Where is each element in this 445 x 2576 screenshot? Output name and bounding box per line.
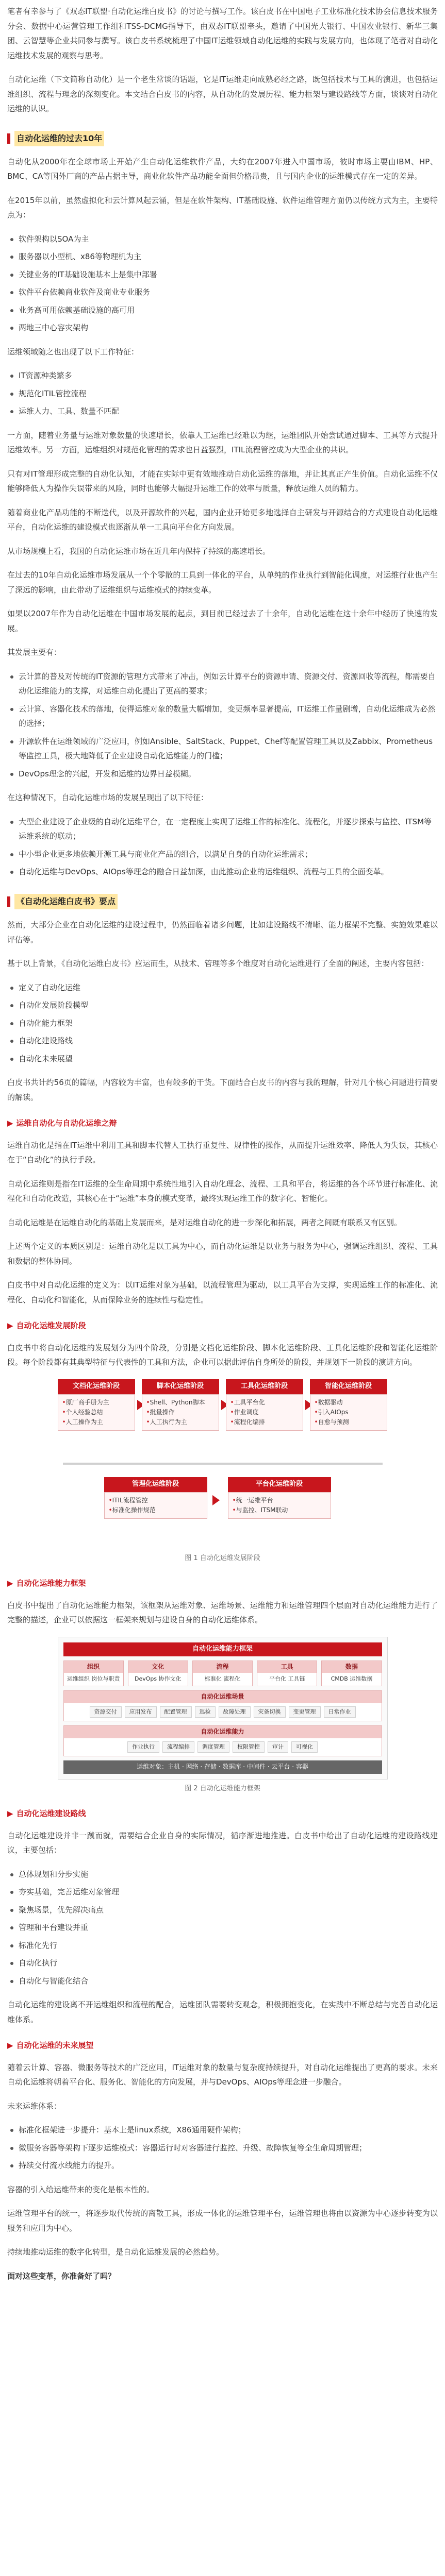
stage-title: 平台化运维阶段: [228, 1477, 331, 1492]
column-title: 工具: [257, 1661, 317, 1673]
subheading-text: 自动化运维建设路线: [16, 1809, 86, 1819]
stage-item: • 人工执行为主: [146, 1417, 215, 1427]
paragraph: 在2015年以前，虽然虚拟化和云计算风起云涌，但是在软件架构、IT基础设施、软件运维管理方面仍以传统方式为主，主要特点为：: [7, 195, 438, 220]
subheading-text: 自动化运维能力框架: [16, 1579, 86, 1588]
stage-title: 文档化运维阶段: [58, 1379, 135, 1394]
paragraph: 从市场规模上看，我国的自动化运维市场在近几年内保持了持续的高速增长。: [7, 546, 271, 556]
timeline-bar: [63, 1463, 383, 1465]
paragraph: 上述两个定义的本质区别是：运维自动化是以工具为中心，而自动化运维是以业务与服务为中心，强调运维组织、流程、工具和数据的整体协同。: [7, 1242, 438, 1266]
paragraph: 白皮书中将自动化运维的发展划分为四个阶段，分别是文档化运维阶段、脚本化运维阶段、工具化运维阶段和智能化运维阶段。每个阶段都有其典型特征与代表性的工具和方法，企业可以据此评估自身所处的阶段，并规划下一阶段的演进方向。: [7, 1343, 438, 1367]
paragraph: 运维自动化是指在IT运维中利用工具和脚本代替人工执行重复性、规律性的操作，从而提升运维效率、降低人为失误，其核心在于“自动化”的执行手段。: [7, 1140, 438, 1165]
stage-item: • 作业调度: [230, 1408, 299, 1417]
framework-columns: [63, 1660, 382, 1686]
scenario-chips: [64, 1703, 382, 1721]
section-marker-icon: [7, 133, 10, 144]
list-item: 服务器以小型机、x86等物理机为主: [7, 249, 438, 264]
paragraph: 自动化运维的建设离不开运维组织和流程的配合，运维团队需要转变观念，积极拥抱变化，在实践中不断总结与完善自动化运维体系。: [7, 2000, 438, 2024]
capability-chip: 调度管理: [197, 1741, 229, 1753]
capability-chip: 权限管控: [233, 1741, 265, 1753]
intro-paragraph: 笔者有幸参与了《双态IT联盟·自动化运维白皮书》的讨论与撰写工作。该白皮书在中国电子工业标准化技术协会信息技术服务分会、数据中心运营管理工作组和TSS-DCMG指导下，由双态IT联盟牵头，邀请了中国光大银行、中国农业银行、新华三集团、云智慧等企业共同参与撰写。该白皮书系统梳理了中国IT运维领域自动化运维的实践与发展方向，也体现了笔者对自动化运维技术发展的观察与思考。: [7, 7, 438, 60]
figure-caption: 图 2 自动化运维能力框架: [185, 1784, 260, 1792]
subheading-text: 自动化运维发展阶段: [16, 1321, 86, 1331]
list-item: 大型企业建设了企业级的自动化运维平台，在一定程度上实现了运维工作的标准化、流程化，并逐步探索与监控、ITSM等运维系统的联动；: [7, 815, 438, 844]
section-marker-icon: [7, 896, 10, 907]
framework-title: 自动化运维能力框架: [63, 1642, 382, 1656]
closing-question: 面对这些变革，你准备好了吗？: [7, 2271, 116, 2281]
list-item: 云计算的普及对传统的IT资源的管理方式带来了冲击，例如云计算平台的资源申请、资源交付、资源回收等流程，都需要自动化运维能力的支撑，对运维自动化提出了更高的要求；: [7, 669, 438, 699]
framework-column: [321, 1660, 382, 1686]
stage-title: 工具化运维阶段: [226, 1379, 303, 1394]
list-item: 微服务容器等架构下逐步运维模式：容器运行时对容器进行监控、升级、故障恢复等全生命周期管理；: [7, 2141, 438, 2156]
stage-item: • Shell、Python脚本: [146, 1398, 215, 1408]
arrow-right-icon: [212, 1495, 220, 1505]
paragraph: 自动化运维则是指在IT运维的全生命周期中系统性地引入自动化理念、流程、工具和平台，将运维的各个环节进行标准化、流程化和自动化改造，其核心在于“运维”本身的模式变革，最终实现运维工作的数字化、智能化。: [7, 1179, 438, 1204]
paragraph: 基于以上背景，《自动化运维白皮书》应运而生，从技术、管理等多个维度对自动化运维进行了全面的阐述，主要内容包括：: [7, 959, 429, 969]
stage-item: • 人工操作为主: [62, 1417, 130, 1427]
paragraph: 随着商业化产品功能的不断迭代，以及开源软件的兴起，国内企业开始更多地选择自主研发与开源结合的方式建设自动化运维平台，自动化运维的建设模式也逐渐从单一工具向平台化方向发展。: [7, 507, 438, 532]
list-item: DevOps理念的兴起，开发和运维的边界日益模糊。: [7, 767, 438, 782]
paragraph: 如果以2007年作为自动化运维在中国市场发展的起点，到目前已经过去了十余年，自动化运维在这十余年中经历了快速的发展。: [7, 609, 438, 633]
list-item: 自动化建设路线: [7, 1033, 438, 1048]
list-item: 持续交付流水线能力的提升。: [7, 2158, 438, 2173]
arrow-right-icon: ▶: [7, 1321, 13, 1331]
intro-paragraph: 自动化运维（下文简称自动化）是一个老生常谈的话题，它是IT运维走向成熟必经之路，既包括技术与工具的演进，也包括运维组织、流程与理念的深刻变化。本文结合白皮书的内容，从自动化的发展历程、能力框架与建设路线等方面，谈谈对自动化运维的认识。: [7, 75, 438, 113]
list-item: 中小型企业更多地依赖开源工具与商业化产品的组合，以满足自身的自动化运维需求；: [7, 847, 438, 862]
paragraph: 其发展主要有：: [7, 648, 62, 657]
capabilities-title: 自动化运维能力: [64, 1726, 382, 1738]
capability-chip: 审计: [268, 1741, 288, 1753]
stage-item: • ITIL流程管控: [109, 1496, 203, 1505]
stage-body: [58, 1394, 135, 1431]
list-item: 定义了自动化运维: [7, 980, 438, 995]
subheading-text: 自动化运维的未来展望: [16, 2041, 94, 2050]
subheading: [7, 1576, 438, 1591]
arrow-right-icon: ▶: [7, 1809, 13, 1819]
bullet-list: [7, 2123, 438, 2173]
list-item: 聚焦场景，优先解决痛点: [7, 1903, 438, 1918]
paragraph: 自动化从2000年在全球市场上开始产生自动化运维软件产品，大约在2007年进入中国市场，彼时市场主要由IBM、HP、BMC、CA等国外厂商的产品占据主导，商业化软件产品功能全面但价格昂贵，且与国内企业的运维模式存在一定的差异。: [7, 157, 438, 181]
list-item: 自动化未来展望: [7, 1052, 438, 1066]
list-item: 总体规划和分步实施: [7, 1867, 438, 1882]
paragraph: 运维管理平台的统一，将逐步取代传统的离散工具，形成一体化的运维管理平台，运维管理也将由以资源为中心逐步转变为以服务和应用为中心。: [7, 2209, 438, 2233]
paragraph: 自动化运维是在运维自动化的基础上发展而来，是对运维自动化的进一步深化和拓展，两者之间既有联系又有区别。: [7, 1217, 402, 1227]
list-item: 开源软件在运维领域的广泛应用，例如Ansible、SaltStack、Puppet、Chef等配置管理工具以及Zabbix、Prometheus等监控工具，极大地降低了企业建设自动化运维能力的门槛；: [7, 734, 438, 764]
stage-card: [228, 1477, 331, 1519]
list-item: 自动化运维与DevOps、AIOps等理念的融合日益加深，由此推动企业的运维组织、流程与工具的全面变革。: [7, 865, 438, 879]
scenario-chip: 日常作业: [324, 1706, 356, 1718]
bullet-list: [7, 980, 438, 1066]
paragraph: 随着云计算、容器、微服务等技术的广泛应用，IT运维对象的数量与复杂度持续提升，对自动化运维提出了更高的要求。未来自动化运维将朝着平台化、服务化、智能化的方向发展，并与DevOps、AIOps等理念进一步融合。: [7, 2062, 438, 2087]
scenario-chip: 配置管理: [160, 1706, 192, 1718]
capability-chip: 作业执行: [127, 1741, 159, 1753]
list-item: 标准化先行: [7, 1938, 438, 1953]
section-heading: [7, 131, 438, 146]
bullet-list: [7, 368, 438, 419]
subheading: [7, 2038, 438, 2053]
scenario-chip: 巡检: [195, 1706, 216, 1718]
column-title: 数据: [322, 1661, 381, 1673]
bullet-list: [7, 232, 438, 335]
scenario-chip: 资源交付: [90, 1706, 122, 1718]
paragraph: 白皮书共计约56页的篇幅，内容较为丰富，也有较多的干货。下面结合白皮书的内容与我的理解，针对几个核心问题进行简要的解读。: [7, 1078, 438, 1102]
column-body: 平台化 工具链: [269, 1675, 305, 1683]
list-item: 软件平台依赖商业软件及商业专业服务: [7, 285, 438, 300]
list-item: 两地三中心容灾架构: [7, 320, 438, 335]
list-item: 关键业务的IT基础设施基本上是集中部署: [7, 267, 438, 282]
framework-column: [63, 1660, 124, 1686]
list-item: 管理和平台建设并重: [7, 1920, 438, 1935]
column-body: CMDB 运维数据: [331, 1675, 373, 1683]
stages-diagram: [58, 1379, 388, 1549]
stage-item: • 工具平台化: [230, 1398, 299, 1408]
list-item: 自动化能力框架: [7, 1016, 438, 1031]
list-item: IT资源种类繁多: [7, 368, 438, 383]
stage-item: • 个人经验总结: [62, 1408, 130, 1417]
stage-body: [142, 1394, 219, 1431]
stage-item: • 流程化编排: [230, 1417, 299, 1427]
list-item: 业务高可用依赖基础设施的高可用: [7, 303, 438, 318]
framework-base: 运维对象：主机 · 网络 · 存储 · 数据库 · 中间件 · 云平台 · 容器: [63, 1760, 382, 1774]
figure-stages: [7, 1379, 438, 1549]
list-item: 云计算、容器化技术的落地，使得运维对象的数量大幅增加，变更频率显著提高，IT运维工作量剧增，自动化运维成为必然的选择；: [7, 702, 438, 731]
stage-item: • 自愈与预测: [315, 1417, 383, 1427]
framework-column: [257, 1660, 317, 1686]
paragraph: 未来运维体系：: [7, 2101, 62, 2111]
column-title: 组织: [64, 1661, 123, 1673]
column-body: 运维组织 岗位与职责: [67, 1675, 120, 1683]
subheading: [7, 1318, 438, 1333]
list-item: 自动化发展阶段模型: [7, 998, 438, 1013]
stage-title: 管理化运维阶段: [104, 1477, 207, 1492]
paragraph: 自动化运维建设并非一蹴而就，需要结合企业自身的实际情况，循序渐进地推进。白皮书中给出了自动化运维的建设路线建议，主要包括：: [7, 1831, 438, 1855]
stage-card: [104, 1477, 207, 1519]
subheading: [7, 1116, 438, 1131]
capability-chips: [64, 1738, 382, 1756]
framework-scenarios: [63, 1690, 382, 1721]
paragraph: 在过去的10年自动化运维市场发展从一个个零散的工具到一体化的平台，从单纯的作业执行到智能化调度，对运维行业也产生了深远的影响，由此带动了运维组织与运维模式的持续变革。: [7, 570, 438, 595]
stage-card: [58, 1379, 135, 1431]
stage-item: • 数据驱动: [315, 1398, 383, 1408]
paragraph: 白皮书中提出了自动化运维能力框架，该框架从运维对象、运维场景、运维能力和运维管理四个层面对自动化运维能力进行了完整的描述，企业可以依据这一框架来规划与建设自身的自动化运维体系。: [7, 1600, 438, 1625]
scenario-chip: 灾备切换: [254, 1706, 286, 1718]
scenarios-title: 自动化运维场景: [64, 1691, 382, 1703]
stage-title: 脚本化运维阶段: [142, 1379, 219, 1394]
section-title: 《自动化运维白皮书》要点: [14, 894, 118, 909]
paragraph: 白皮书中对自动化运维的定义为：以IT运维对象为基础，以流程管理为驱动，以工具平台为支撑，实现运维工作的标准化、流程化、自动化和智能化，从而保障业务的连续性与稳定性。: [7, 1280, 438, 1304]
paragraph: 运维领域随之也出现了以下工作特征：: [7, 347, 139, 357]
paragraph: 然而，大部分企业在自动化运维的建设过程中，仍然面临着诸多问题，比如建设路线不清晰、能力框架不完整、实施效果难以评估等。: [7, 920, 438, 944]
list-item: 运维人力、工具、数量不匹配: [7, 404, 438, 419]
list-item: 夯实基础，完善运维对象管理: [7, 1885, 438, 1900]
section-title: 自动化运维的过去10年: [14, 131, 104, 146]
section-heading: [7, 894, 438, 909]
stage-item: • 引入AIOps: [315, 1408, 383, 1417]
stage-item: • 批量操作: [146, 1408, 215, 1417]
list-item: 软件架构以SOA为主: [7, 232, 438, 247]
subheading: [7, 1806, 438, 1821]
list-item: 规范化ITIL管控流程: [7, 386, 438, 401]
subheading-text: 运维自动化与自动化运维之辩: [16, 1118, 117, 1128]
stage-body: [226, 1394, 303, 1431]
column-body: 标准化 流程化: [204, 1675, 241, 1683]
bullet-list: [7, 669, 438, 782]
arrow-right-icon: ▶: [7, 1118, 13, 1128]
stage-body: [228, 1492, 331, 1519]
column-body: DevOps 协作文化: [134, 1675, 182, 1683]
framework-capabilities: [63, 1725, 382, 1756]
stage-card: [226, 1379, 303, 1431]
bullet-list: [7, 1867, 438, 1989]
stage-body: [310, 1394, 387, 1431]
arrow-right-icon: ▶: [7, 2041, 13, 2050]
paragraph: 持续地推动运维的数字化转型，是自动化运维发展的必然趋势。: [7, 2247, 224, 2257]
paragraph: 在这种情况下，自动化运维市场的发展呈现出了以下特征：: [7, 793, 209, 803]
paragraph: 容器的引入给运维带来的变化是根本性的。: [7, 2184, 155, 2194]
paragraph: 只有对IT管理形成完整的自动化认知，才能在实际中更有效地推动自动化运维的落地，并让其真正产生价值。自动化运维不仅能够降低人为操作失误带来的风险，同时也能够大幅提升运维工作的效率与质量，释放运维人员的精力。: [7, 469, 438, 494]
stage-card: [310, 1379, 387, 1431]
list-item: 标准化框架进一步提升：基本上是linux系统，X86通用硬件架构；: [7, 2123, 438, 2138]
column-title: 流程: [193, 1661, 252, 1673]
stage-card: [142, 1379, 219, 1431]
paragraph: 一方面，随着业务量与运维对象数量的快速增长，依靠人工运维已经难以为继，运维团队开始尝试通过脚本、工具等方式提升运维效率。另一方面，运维组织对规范化管理的需求也日益强烈，ITIL流程管控成为大型企业的共识。: [7, 430, 438, 455]
list-item: 自动化与智能化结合: [7, 1974, 438, 1989]
scenario-chip: 变更管理: [289, 1706, 321, 1718]
stage-item: • 与监控、ITSM联动: [233, 1505, 326, 1515]
framework-column: [192, 1660, 253, 1686]
list-item: 自动化执行: [7, 1956, 438, 1971]
scenario-chip: 故障处理: [219, 1706, 251, 1718]
capability-chip: 可视化: [291, 1741, 318, 1753]
figure-framework: [7, 1637, 438, 1780]
stage-item: • 标准化操作规范: [109, 1505, 203, 1515]
arrow-right-icon: ▶: [7, 1579, 13, 1588]
bullet-list: [7, 815, 438, 879]
stage-body: [104, 1492, 207, 1519]
framework-column: [128, 1660, 188, 1686]
stage-item: • 统一运维平台: [233, 1496, 326, 1505]
stage-item: • 原厂商手册为主: [62, 1398, 130, 1408]
framework-diagram: [58, 1637, 388, 1780]
scenario-chip: 应用发布: [125, 1706, 157, 1718]
stage-title: 智能化运维阶段: [310, 1379, 387, 1394]
column-title: 文化: [128, 1661, 188, 1673]
capability-chip: 流程编排: [162, 1741, 194, 1753]
figure-caption: 图 1 自动化运维发展阶段: [185, 1554, 260, 1562]
